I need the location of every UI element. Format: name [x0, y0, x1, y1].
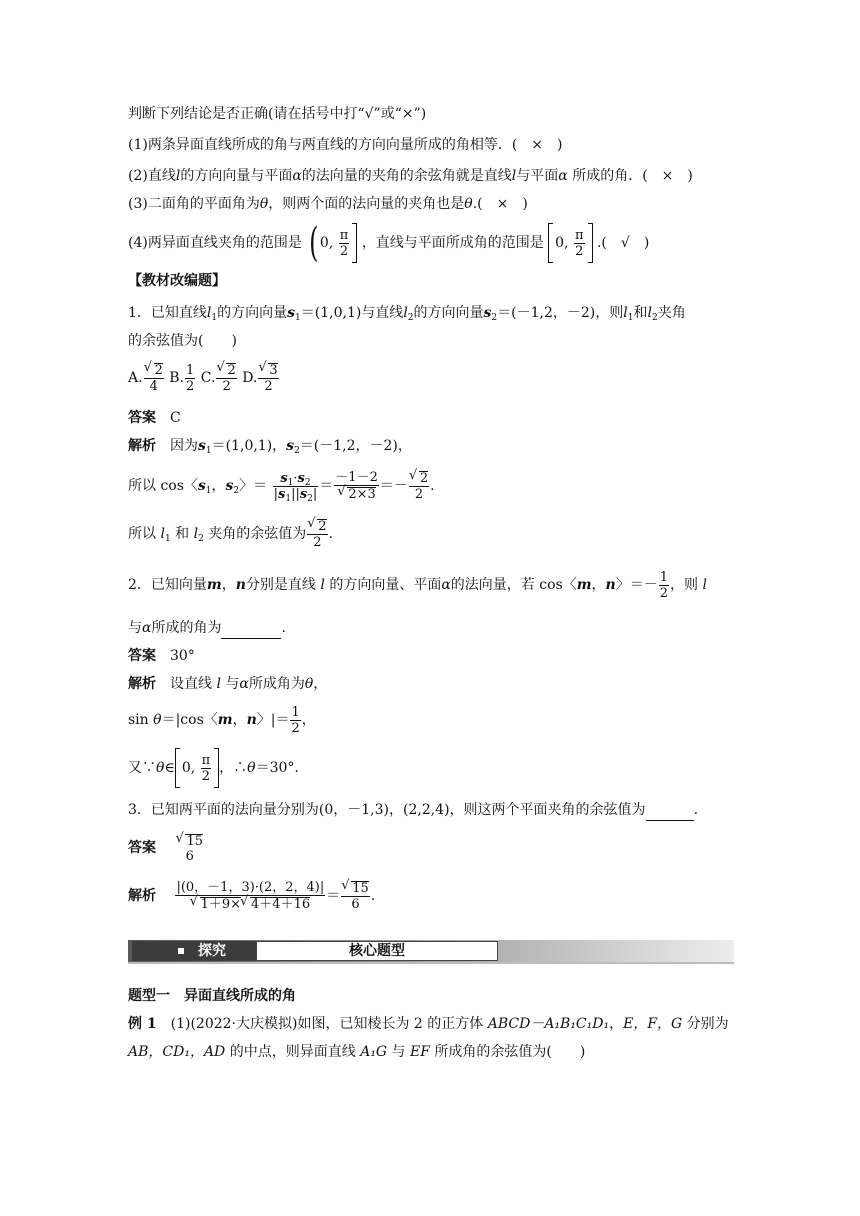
banner-underline — [128, 962, 734, 964]
p3-line1: 3．已知两平面的法向量分别为(0，－1,3)，(2,2,4)，则这两个平面夹角的余弦值为 . — [128, 800, 698, 821]
judge-intro: 判断下列结论是否正确(请在括号中打“√”或“×”) — [128, 106, 427, 122]
judge-q1: (1)两条异面直线所成的角与两直线的方向向量所成的角相等．( × ) — [128, 137, 563, 153]
judge-q3: (3)二面角的平面角为θ，则两个面的法向量的夹角也是θ.( × ) — [128, 196, 528, 212]
p3-solution: 解析 |(0，－1，3)·(2，2，4)| √ 1＋9×√ 4＋4＋16 ＝ √ $\frac{15}{6}$ . — [128, 874, 375, 918]
p2-sol2: sin θ＝|cos〈m，n〉|＝ $\frac{1}{2}$ ， — [128, 704, 316, 736]
p2-answer: 答案 30° — [128, 648, 195, 664]
p1-answer: 答案 C — [128, 410, 181, 426]
p1-line1: 1．已知直线$l_1$的方向向量$s_1=(1,0,1)$与直线$l_2$的方向向量$s_2=(-1,2$，－2)，则$l_1$和$l_2$夹角 — [128, 305, 686, 323]
type1-title: 题型一 异面直线所成的角 — [128, 988, 296, 1004]
section-textbook: 【教材改编题】 — [128, 273, 226, 289]
type1-ex-line2: AB，CD₁，AD 的中点，则异面直线 A₁G 与 EF 所成角的余弦值为( ) — [128, 1044, 586, 1060]
p1-sol2: 所以 cos〈$s_1$，$s_2$〉＝ $\frac{s_1\cdot s_2}{|s_1||s_2|}$ ＝ －1－2 √ 2×3 ＝－ √ $\frac{2}{2}$ . — [128, 464, 435, 508]
p2-sol3: 又∵θ∈ 0, $\frac{\pi}{2}$ ，∴θ＝30°. — [128, 748, 299, 788]
p1-sol1: 解析 因为$s_1=(1,0,1)$，$s_2=(-1,2$，－2)， — [128, 438, 412, 456]
p2-line2: 与α所成的角为 . — [128, 618, 286, 639]
banner-right: 核心题型 — [256, 941, 498, 961]
p2-sol1: 解析 设直线 l 与α所成角为θ， — [128, 676, 328, 692]
p2-line1: 2．已知向量m，n分别是直线 l 的方向向量、平面α的法向量，若 cos〈m，n〉＝－ $\frac{1}{2}$ ，则 l — [128, 569, 707, 601]
p1-options: A. √ $\frac{2}{4}$ B. $\frac{1}{2}$ C. √ $\frac{2}{2}$ D. √ $\frac{3}{2}$ — [128, 358, 280, 398]
p3-answer: 答案 √ 15 6 — [128, 826, 205, 870]
section-banner — [128, 940, 734, 964]
square-icon — [178, 948, 184, 954]
type1-ex-line1: 例 1 (1)(2022·大庆模拟)如图，已知棱长为 2 的正方体 ABCD－A₁B₁C₁D₁，E，F，G 分别为 — [128, 1016, 729, 1032]
banner-left: 探究 — [132, 941, 256, 961]
judge-q4: (4)两异面直线夹角的范围是 (0, $\frac{\pi}{2}$ ，直线与平面所成角的范围是 0, $\frac{\pi}{2}$ .( √ ) — [128, 220, 650, 266]
judge-q2: (2)直线l的方向向量与平面α的法向量的夹角的余弦角就是直线l与平面α 所成的角．( × ) — [128, 168, 693, 184]
p1-line2: 的余弦值为( ) — [128, 333, 237, 349]
p1-sol3: 所以 $l_1$ 和 $l_2$ 夹角的余弦值为 √ $\frac{2}{2}$ . — [128, 514, 333, 554]
